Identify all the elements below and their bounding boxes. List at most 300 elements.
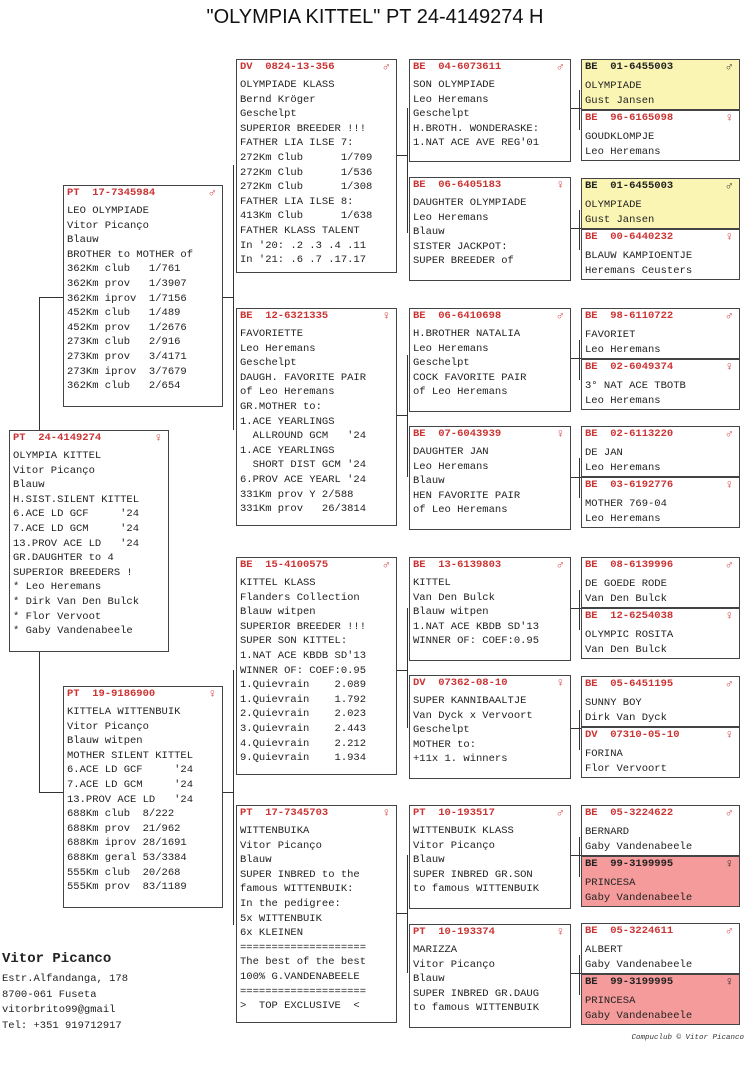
owner-line: Van Den Bulck xyxy=(585,643,667,656)
female-symbol-icon: ♀ xyxy=(725,857,733,871)
pigeon-name: DAUGHTER JAN xyxy=(413,446,489,458)
info-line: 1.Quievrain 2.089 xyxy=(240,679,367,692)
pigeon-name: OLYMPIC ROSITA xyxy=(585,629,674,641)
owner-line: Leo Heremans xyxy=(585,394,661,407)
pigeon-details xyxy=(413,327,570,400)
info-line: to famous WITTENBUIK xyxy=(413,1002,540,1015)
info-line: FATHER LIA ILSE 8: xyxy=(240,195,354,208)
info-line: 4.Quievrain 2.212 xyxy=(240,737,367,750)
owner-line: Bernd Kröger xyxy=(240,93,316,106)
female-symbol-icon: ♀ xyxy=(382,309,390,323)
pigeon-card-g9[interactable] xyxy=(581,557,740,608)
male-symbol-icon: ♂ xyxy=(382,558,390,572)
pigeon-card-g15[interactable] xyxy=(581,923,740,974)
info-line: 273Km club 2/916 xyxy=(67,336,181,349)
owner-line: Leo Heremans xyxy=(585,343,661,356)
info-line: 6.PROV ACE YEARL '24 xyxy=(240,473,367,486)
male-symbol-icon: ♂ xyxy=(208,186,216,200)
pigeon-details xyxy=(413,943,570,1016)
pigeon-details xyxy=(413,445,570,518)
info-line: 688Km prov 21/962 xyxy=(67,822,181,835)
info-line: 331Km prov 26/3814 xyxy=(240,503,367,516)
pigeon-details xyxy=(13,449,168,639)
info-line: 688Km geral 53/3384 xyxy=(67,851,187,864)
pigeon-card-g16[interactable] xyxy=(581,974,740,1025)
connector-line xyxy=(579,458,580,498)
pigeon-card-g5[interactable] xyxy=(581,308,740,359)
divider-line: ==================== xyxy=(240,941,367,954)
female-symbol-icon: ♀ xyxy=(556,925,564,939)
pigeon-details xyxy=(240,824,396,1014)
owner-phone: Tel: +351 919712917 xyxy=(2,1019,122,1032)
male-symbol-icon: ♂ xyxy=(725,806,733,820)
ring-number: DV 07310-05-10 xyxy=(585,729,680,741)
pigeon-card-ff[interactable] xyxy=(236,59,397,273)
pigeon-name: WITTENBUIK KLASS xyxy=(413,825,514,837)
info-line: GR.MOTHER to: xyxy=(240,400,322,413)
pigeon-details xyxy=(240,78,396,268)
info-line: MOTHER SILENT KITTEL xyxy=(67,749,194,762)
pigeon-card-mff[interactable] xyxy=(409,557,571,661)
connector-line xyxy=(579,90,580,130)
pigeon-card-g8[interactable] xyxy=(581,477,740,528)
pigeon-name: SUPER KANNIBAALTJE xyxy=(413,695,527,707)
info-line: 331Km prov Y 2/588 xyxy=(240,488,354,501)
pigeon-name: PRINCESA xyxy=(585,877,636,889)
pigeon-details xyxy=(413,824,570,897)
owner-line: Gaby Vandenabeele xyxy=(585,1009,693,1022)
pigeon-name: WITTENBUIKA xyxy=(240,825,310,837)
color-line: Blauw xyxy=(13,479,45,492)
ring-number: BE 05-3224622 xyxy=(585,807,674,819)
info-line: WINNER OF: COEF:0.95 xyxy=(240,664,367,677)
info-line: SUPERIOR BREEDER !!! xyxy=(240,122,367,135)
pigeon-card-g3[interactable] xyxy=(581,178,740,229)
ring-number: PT 19-9186900 xyxy=(67,688,156,700)
pigeon-card-subject[interactable] xyxy=(9,430,169,652)
female-symbol-icon: ♀ xyxy=(556,676,564,690)
pigeon-name: H.BROTHER NATALIA xyxy=(413,328,521,340)
male-symbol-icon: ♂ xyxy=(556,309,564,323)
connector-line xyxy=(407,855,408,973)
pigeon-card-g14[interactable] xyxy=(581,856,740,907)
info-line: HEN FAVORITE PAIR xyxy=(413,489,521,502)
divider-line: ==================== xyxy=(240,985,367,998)
pigeon-name: SUNNY BOY xyxy=(585,697,642,709)
info-line: SUPERIOR BREEDERS ! xyxy=(13,566,133,579)
connector-line xyxy=(579,710,580,750)
owner-address: Estr.Alfandanga, 178 xyxy=(2,973,129,985)
pigeon-card-g11[interactable] xyxy=(581,676,740,727)
pigeon-details xyxy=(413,576,570,649)
pigeon-details xyxy=(413,196,570,269)
info-line: 362Km club 1/761 xyxy=(67,263,181,276)
connector-line xyxy=(39,297,40,432)
pigeon-details xyxy=(413,694,570,767)
pigeon-name: OLYMPIADE xyxy=(585,199,642,211)
info-line: 362Km iprov 1/7156 xyxy=(67,292,187,305)
pedigree-title: "OLYMPIA KITTEL" PT 24-4149274 H xyxy=(206,6,544,28)
connector-line xyxy=(407,608,408,728)
owner-line: Gaby Vandenabeele xyxy=(585,958,693,971)
pigeon-card-g12[interactable] xyxy=(581,727,740,778)
info-line: 272Km Club 1/709 xyxy=(240,151,373,164)
info-line: 1.ACE YEARLINGS xyxy=(240,444,335,457)
ring-number: BE 07-6043939 xyxy=(413,428,502,440)
male-symbol-icon: ♂ xyxy=(725,427,733,441)
pigeon-card-g6[interactable] xyxy=(581,359,740,410)
connector-line xyxy=(407,108,408,233)
ring-number: BE 99-3199995 xyxy=(585,976,674,988)
female-symbol-icon: ♀ xyxy=(725,230,733,244)
female-symbol-icon: ♀ xyxy=(382,806,390,820)
pigeon-details xyxy=(240,576,396,766)
pigeon-details xyxy=(67,705,222,895)
connector-line xyxy=(39,652,40,792)
color-line: Geschelpt xyxy=(240,357,297,370)
male-symbol-icon: ♂ xyxy=(556,806,564,820)
female-symbol-icon: ♀ xyxy=(725,478,733,492)
color-line: Blauw xyxy=(413,226,445,239)
pigeon-name: OLYMPIADE xyxy=(585,80,642,92)
info-line: In '21: .6 .7 .17.17 xyxy=(240,254,367,267)
info-line: SUPER INBRED to the xyxy=(240,868,360,881)
info-line: 13.PROV ACE LD '24 xyxy=(13,537,140,550)
owner-contact xyxy=(2,950,128,1034)
info-line: * Dirk Van Den Bulck xyxy=(13,595,140,608)
owner-line: Heremans Ceusters xyxy=(585,264,693,277)
info-line: 413Km Club 1/638 xyxy=(240,210,373,223)
pigeon-name: DE JAN xyxy=(585,447,623,459)
connector-line xyxy=(579,955,580,995)
connector-line xyxy=(579,837,580,877)
male-symbol-icon: ♂ xyxy=(556,60,564,74)
info-line: SUPER INBRED GR.SON xyxy=(413,868,533,881)
ring-number: BE 99-3199995 xyxy=(585,858,674,870)
pigeon-card-ffm[interactable] xyxy=(409,177,571,281)
footer-credit: Compuclub © Vitor Picanco xyxy=(631,1034,744,1042)
connector-line xyxy=(397,670,407,671)
female-symbol-icon: ♀ xyxy=(725,360,733,374)
color-line: Geschelpt xyxy=(413,108,470,121)
info-line: The best of the best xyxy=(240,956,367,969)
pigeon-name: KITTEL xyxy=(413,577,451,589)
ring-number: BE 01-6455003 xyxy=(585,61,674,73)
info-line: 1.NAT ACE KBDB SD'13 xyxy=(413,620,540,633)
ring-number: BE 12-6254038 xyxy=(585,610,674,622)
owner-line: Gust Jansen xyxy=(585,94,655,107)
info-line: 555Km prov 83/1189 xyxy=(67,881,187,894)
info-line: 13.PROV ACE LD '24 xyxy=(67,793,194,806)
info-line: of Leo Heremans xyxy=(413,504,508,517)
connector-line xyxy=(579,340,580,380)
pigeon-card-mmm[interactable] xyxy=(409,924,571,1028)
ring-number: PT 17-7345984 xyxy=(67,187,156,199)
owner-line: Gaby Vandenabeele xyxy=(585,891,693,904)
connector-line xyxy=(39,792,63,793)
connector-line xyxy=(223,792,233,793)
color-line: Geschelpt xyxy=(413,357,470,370)
info-line: 3.Quievrain 2.443 xyxy=(240,722,367,735)
owner-line: Vitor Picanço xyxy=(240,839,322,852)
owner-line: Leo Heremans xyxy=(585,512,661,525)
owner-line: Gust Jansen xyxy=(585,213,655,226)
info-line: FATHER KLASS TALENT xyxy=(240,224,360,237)
owner-line: Van Dyck x Vervoort xyxy=(413,709,533,722)
info-line: of Leo Heremans xyxy=(413,386,508,399)
male-symbol-icon: ♂ xyxy=(725,924,733,938)
info-line: SUPER SON KITTEL: xyxy=(240,635,348,648)
male-symbol-icon: ♂ xyxy=(382,60,390,74)
pigeon-name: ALBERT xyxy=(585,944,623,956)
pigeon-name: DAUGHTER OLYMPIADE xyxy=(413,197,527,209)
owner-line: Leo Heremans xyxy=(413,342,489,355)
color-line: Blauw xyxy=(413,854,445,867)
ring-number: BE 98-6110722 xyxy=(585,310,674,322)
info-line: 7.ACE LD GCM '24 xyxy=(13,522,140,535)
pigeon-card-g7[interactable] xyxy=(581,426,740,477)
owner-line: Vitor Picanço xyxy=(413,839,495,852)
pigeon-name: BERNARD xyxy=(585,826,630,838)
pigeon-name: LEO OLYMPIADE xyxy=(67,205,149,217)
ring-number: BE 02-6113220 xyxy=(585,428,674,440)
ring-number: DV 07362-08-10 xyxy=(413,677,508,689)
pigeon-name: FAVORIETTE xyxy=(240,328,304,340)
info-line: 6.ACE LD GCF '24 xyxy=(13,508,140,521)
pigeon-name: OLYMPIADE KLASS xyxy=(240,79,335,91)
info-line: MOTHER to: xyxy=(413,738,477,751)
owner-line: Flor Vervoort xyxy=(585,762,667,775)
pigeon-card-fmm[interactable] xyxy=(409,426,571,530)
info-line: WINNER OF: COEF:0.95 xyxy=(413,635,540,648)
pigeon-card-father[interactable] xyxy=(63,185,223,407)
owner-line: Van Den Bulck xyxy=(585,592,667,605)
info-line: 272Km Club 1/308 xyxy=(240,181,373,194)
info-line: +11x 1. winners xyxy=(413,753,508,766)
ring-number: BE 02-6049374 xyxy=(585,361,674,373)
info-line: 1.NAT ACE AVE REG'01 xyxy=(413,137,540,150)
ring-number: BE 03-6192776 xyxy=(585,479,674,491)
info-line: 2.Quievrain 2.023 xyxy=(240,708,367,721)
info-line: famous WITTENBUIK: xyxy=(240,883,354,896)
owner-line: Leo Heremans xyxy=(413,93,489,106)
owner-line: Leo Heremans xyxy=(413,211,489,224)
owner-name: Vitor Picanco xyxy=(2,951,112,967)
color-line: Blauw xyxy=(413,973,445,986)
pigeon-card-g10[interactable] xyxy=(581,608,740,659)
info-line: SUPER INBRED GR.DAUG xyxy=(413,987,540,1000)
owner-line: Gaby Vandenabeele xyxy=(585,840,693,853)
info-line: 452Km prov 1/2676 xyxy=(67,321,187,334)
ring-number: BE 13-6139803 xyxy=(413,559,502,571)
connector-line xyxy=(397,913,407,914)
color-line: Blauw xyxy=(67,234,99,247)
male-symbol-icon: ♂ xyxy=(725,558,733,572)
ring-number: PT 10-193517 xyxy=(413,807,495,819)
pigeon-name: FORINA xyxy=(585,748,623,760)
ring-number: PT 17-7345703 xyxy=(240,807,329,819)
info-line: 100% G.VANDENABEELE xyxy=(240,970,360,983)
owner-line: Leo Heremans xyxy=(585,145,661,158)
info-line: In '20: .2 .3 .4 .11 xyxy=(240,239,367,252)
pigeon-card-mf[interactable] xyxy=(236,557,397,775)
female-symbol-icon: ♀ xyxy=(556,427,564,441)
info-line: 5x WITTENBUIK xyxy=(240,912,322,925)
info-line: to famous WITTENBUIK xyxy=(413,883,540,896)
pigeon-name: DE GOEDE RODE xyxy=(585,578,667,590)
pigeon-card-mmf[interactable] xyxy=(409,805,571,909)
pigeon-card-fm[interactable] xyxy=(236,308,397,526)
info-line: SUPER BREEDER of xyxy=(413,255,514,268)
info-line: SHORT DIST GCM '24 xyxy=(240,459,367,472)
pigeon-card-g13[interactable] xyxy=(581,805,740,856)
ring-number: BE 15-4100575 xyxy=(240,559,329,571)
pigeon-name: PRINCESA xyxy=(585,995,636,1007)
info-line: COCK FAVORITE PAIR xyxy=(413,371,527,384)
owner-line: Vitor Picanço xyxy=(413,958,495,971)
female-symbol-icon: ♀ xyxy=(725,975,733,989)
owner-line: Leo Heremans xyxy=(240,342,316,355)
connector-line xyxy=(397,415,407,416)
info-line: 452Km club 1/489 xyxy=(67,307,181,320)
connector-line xyxy=(233,165,234,430)
ring-number: PT 10-193374 xyxy=(413,926,495,938)
owner-line: Vitor Picanço xyxy=(67,720,149,733)
color-line: Blauw xyxy=(413,475,445,488)
info-line: 362Km club 2/654 xyxy=(67,380,181,393)
info-line: 273Km iprov 3/7679 xyxy=(67,365,187,378)
color-line: Blauw witpen xyxy=(67,735,143,748)
pigeon-card-g2[interactable] xyxy=(581,110,740,161)
pigeon-details xyxy=(67,204,222,394)
info-line: 273Km prov 3/4171 xyxy=(67,350,187,363)
female-symbol-icon: ♀ xyxy=(154,431,162,445)
pigeon-card-g4[interactable] xyxy=(581,229,740,280)
ring-number: BE 05-6451195 xyxy=(585,678,674,690)
info-line: 362Km prov 1/3907 xyxy=(67,277,187,290)
info-line: 1.ACE YEARLINGS xyxy=(240,415,335,428)
pigeon-card-mm[interactable] xyxy=(236,805,397,1023)
info-line: BROTHER to MOTHER of xyxy=(67,248,194,261)
connector-line xyxy=(579,210,580,250)
info-line: 6.ACE LD GCF '24 xyxy=(67,764,194,777)
owner-email: vitorbrito99@gmail xyxy=(2,1004,116,1016)
info-line: FATHER LIA ILSE 7: xyxy=(240,137,354,150)
male-symbol-icon: ♂ xyxy=(556,558,564,572)
ring-number: BE 08-6139996 xyxy=(585,559,674,571)
owner-line: Van Den Bulck xyxy=(413,591,495,604)
info-line: * Flor Vervoot xyxy=(13,610,102,623)
pigeon-name: SON OLYMPIADE xyxy=(413,79,495,91)
info-line: GR.DAUGHTER to 4 xyxy=(13,552,114,565)
info-line: ALLROUND GCM '24 xyxy=(240,430,367,443)
ring-number: BE 96-6165098 xyxy=(585,112,674,124)
owner-line: Dirk Van Dyck xyxy=(585,711,667,724)
info-line: 688Km iprov 28/1691 xyxy=(67,837,187,850)
color-line: Blauw witpen xyxy=(413,606,489,619)
pigeon-card-fmf[interactable] xyxy=(409,308,571,412)
ring-number: BE 01-6455003 xyxy=(585,180,674,192)
ring-number: BE 12-6321335 xyxy=(240,310,329,322)
info-line: 688Km club 8/222 xyxy=(67,808,175,821)
female-symbol-icon: ♀ xyxy=(725,609,733,623)
connector-line xyxy=(233,670,234,925)
female-symbol-icon: ♀ xyxy=(725,111,733,125)
pigeon-name: BLAUW KAMPIOENTJE xyxy=(585,250,693,262)
female-symbol-icon: ♀ xyxy=(556,178,564,192)
pigeon-card-mother[interactable] xyxy=(63,686,223,908)
info-line: * Gaby Vandenabeele xyxy=(13,625,133,638)
info-line: > TOP EXCLUSIVE < xyxy=(240,1000,360,1013)
color-line: Geschelpt xyxy=(240,108,297,121)
pigeon-name: MOTHER 769-04 xyxy=(585,498,667,510)
ring-number: BE 06-6410698 xyxy=(413,310,502,322)
male-symbol-icon: ♂ xyxy=(725,309,733,323)
pigeon-name: FAVORIET xyxy=(585,329,636,341)
info-line: 7.ACE LD GCM '24 xyxy=(67,778,194,791)
pigeon-name: KITTEL KLASS xyxy=(240,577,316,589)
male-symbol-icon: ♂ xyxy=(725,179,733,193)
info-line: H.BROTH. WONDERASKE: xyxy=(413,122,540,135)
female-symbol-icon: ♀ xyxy=(208,687,216,701)
pigeon-card-g1[interactable] xyxy=(581,59,740,110)
pigeon-card-fff[interactable] xyxy=(409,59,571,162)
pigeon-card-mfm[interactable] xyxy=(409,675,571,779)
connector-line xyxy=(407,355,408,477)
pigeon-details xyxy=(413,78,570,151)
connector-line xyxy=(39,297,63,298)
info-line: 1.Quievrain 1.792 xyxy=(240,693,367,706)
connector-line xyxy=(579,590,580,630)
owner-line: Leo Heremans xyxy=(413,460,489,473)
owner-line: Flanders Collection xyxy=(240,591,360,604)
info-line: 9.Quievrain 1.934 xyxy=(240,752,367,765)
pigeon-name: 3° NAT ACE TBOTB xyxy=(585,380,686,392)
info-line: DAUGH. FAVORITE PAIR xyxy=(240,371,367,384)
info-line: H.SIST.SILENT KITTEL xyxy=(13,493,140,506)
ring-number: BE 04-6073611 xyxy=(413,61,502,73)
info-line: In the pedigree: xyxy=(240,897,341,910)
color-line: Geschelpt xyxy=(413,724,470,737)
info-line: SISTER JACKPOT: xyxy=(413,240,508,253)
connector-line xyxy=(223,297,233,298)
pigeon-name: MARIZZA xyxy=(413,944,458,956)
info-line: of Leo Heremans xyxy=(240,386,335,399)
ring-number: BE 05-3224611 xyxy=(585,925,674,937)
color-line: Blauw xyxy=(240,854,272,867)
pigeon-name: KITTELA WITTENBUIK xyxy=(67,706,181,718)
info-line: 6x KLEINEN xyxy=(240,927,304,940)
male-symbol-icon: ♂ xyxy=(725,60,733,74)
male-symbol-icon: ♂ xyxy=(725,677,733,691)
info-line: * Leo Heremans xyxy=(13,581,102,594)
female-symbol-icon: ♀ xyxy=(725,728,733,742)
pigeon-name: OLYMPIA KITTEL xyxy=(13,450,102,462)
pigeon-details xyxy=(240,327,396,517)
ring-number: BE 06-6405183 xyxy=(413,179,502,191)
info-line: 272Km Club 1/536 xyxy=(240,166,373,179)
ring-number: PT 24-4149274 xyxy=(13,432,102,444)
pigeon-name: GOUDKLOMPJE xyxy=(585,131,655,143)
owner-postal: 8700-061 Fuseta xyxy=(2,988,97,1001)
owner-line: Leo Heremans xyxy=(585,461,661,474)
info-line: 555Km club 20/268 xyxy=(67,866,181,879)
color-line: Blauw witpen xyxy=(240,606,316,619)
info-line: SUPERIOR BREEDER !!! xyxy=(240,620,367,633)
ring-number: BE 00-6440232 xyxy=(585,231,674,243)
owner-line: Vitor Picanço xyxy=(67,219,149,232)
connector-line xyxy=(397,155,407,156)
